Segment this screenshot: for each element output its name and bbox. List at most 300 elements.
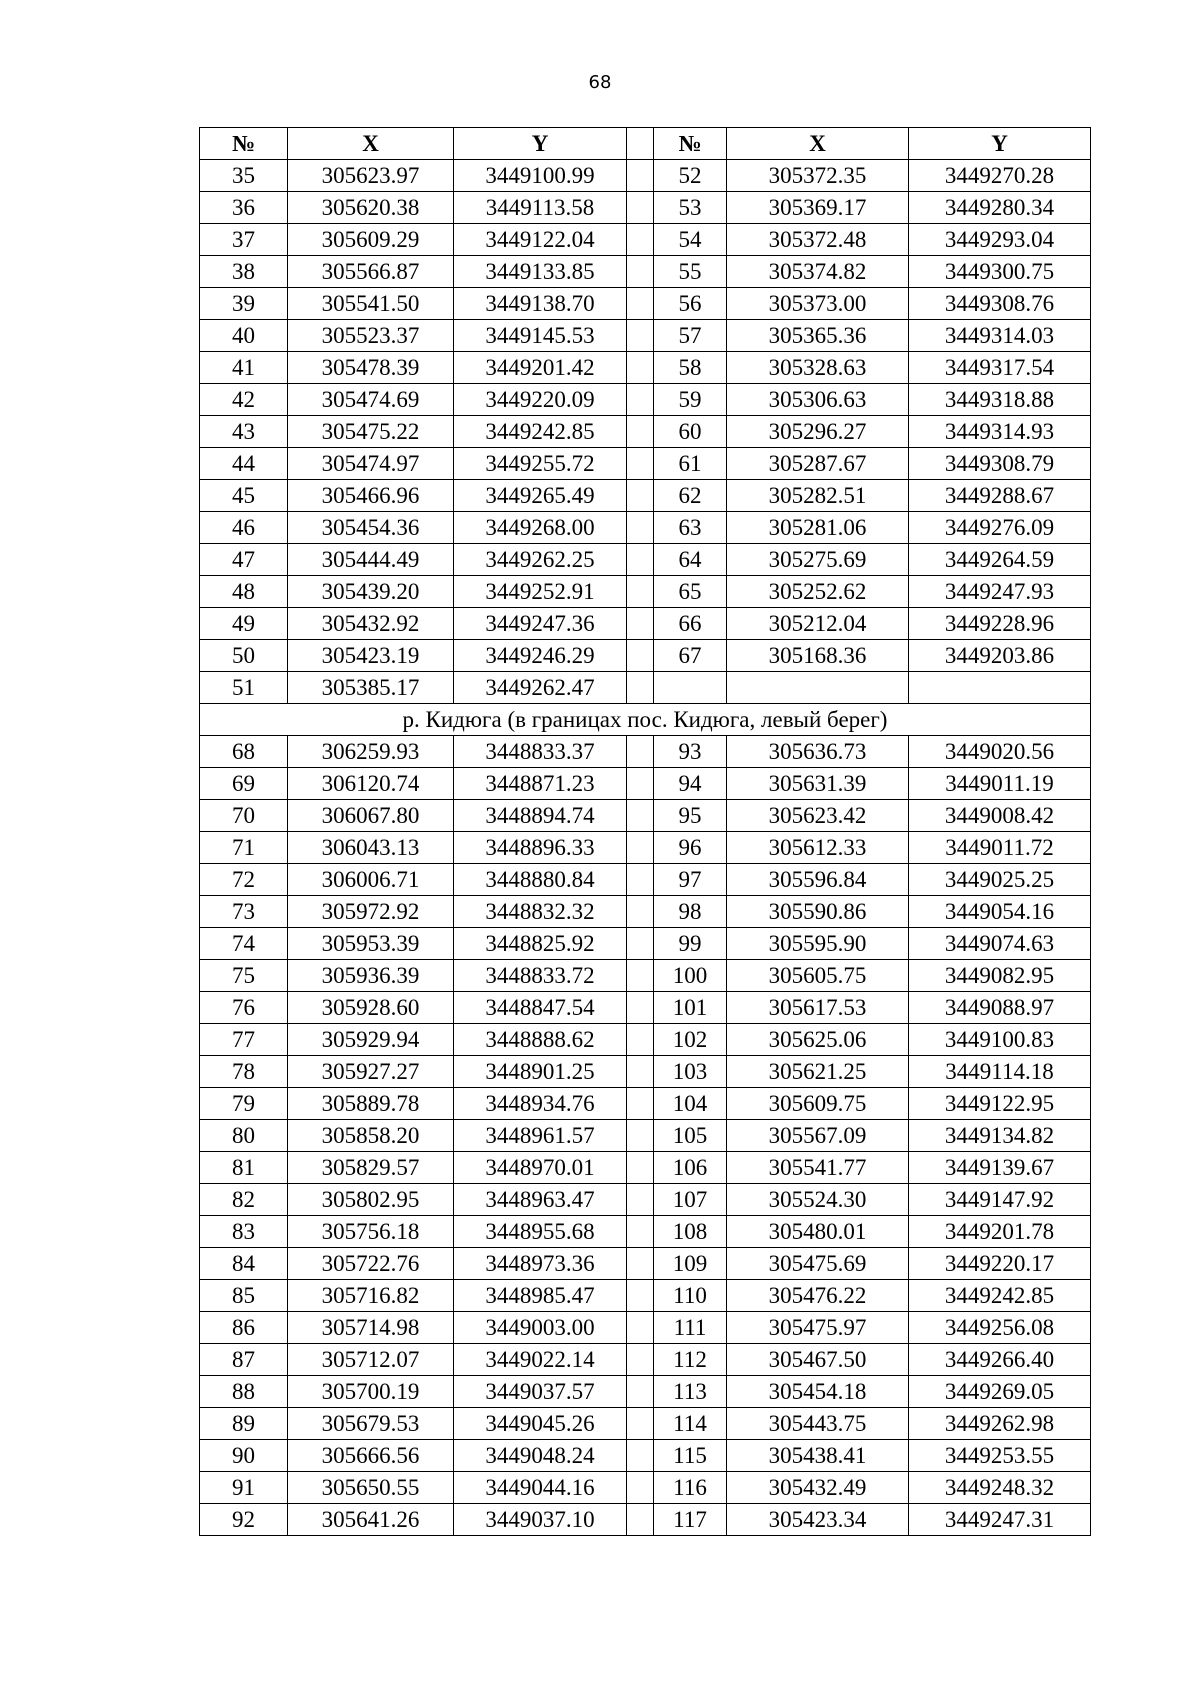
table-cell: [627, 1344, 654, 1376]
header-number-right: №: [654, 128, 727, 160]
table-cell: 63: [654, 512, 727, 544]
table-cell: 35: [200, 160, 288, 192]
table-cell: [627, 1504, 654, 1536]
table-cell: 102: [654, 1024, 727, 1056]
table-cell: 117: [654, 1504, 727, 1536]
table-row: [200, 928, 1091, 960]
table-cell: 3449203.86: [909, 640, 1091, 672]
table-cell: 107: [654, 1184, 727, 1216]
table-cell: 3448833.72: [454, 960, 627, 992]
table-cell: 68: [200, 736, 288, 768]
table-cell: 3449220.17: [909, 1248, 1091, 1280]
table-cell: 37: [200, 224, 288, 256]
table-cell: 3449025.25: [909, 864, 1091, 896]
table-row: [200, 1504, 1091, 1536]
table-cell: [627, 160, 654, 192]
table-cell: 3449269.05: [909, 1376, 1091, 1408]
table-cell: 42: [200, 384, 288, 416]
table-cell: 61: [654, 448, 727, 480]
table-cell: 305476.22: [727, 1280, 909, 1312]
table-cell: 305466.96: [288, 480, 454, 512]
table-row: [200, 320, 1091, 352]
table-cell: 3449122.95: [909, 1088, 1091, 1120]
header-x-left: X: [288, 128, 454, 160]
table-cell: 3449122.04: [454, 224, 627, 256]
table-cell: 305454.18: [727, 1376, 909, 1408]
table-cell: 95: [654, 800, 727, 832]
table-cell: 3449265.49: [454, 480, 627, 512]
table-cell: 36: [200, 192, 288, 224]
table-cell: 305444.49: [288, 544, 454, 576]
table-cell: 97: [654, 864, 727, 896]
table-cell: 69: [200, 768, 288, 800]
table-row: [200, 1088, 1091, 1120]
table-row: [200, 832, 1091, 864]
table-cell: 103: [654, 1056, 727, 1088]
table-cell: 114: [654, 1408, 727, 1440]
table-cell: 43: [200, 416, 288, 448]
table-cell: 3449037.10: [454, 1504, 627, 1536]
table-cell: 72: [200, 864, 288, 896]
table-cell: 3449318.88: [909, 384, 1091, 416]
table-cell: 3449268.00: [454, 512, 627, 544]
table-cell: 305365.36: [727, 320, 909, 352]
table-cell: [627, 1024, 654, 1056]
table-row: [200, 576, 1091, 608]
table-cell: 305609.29: [288, 224, 454, 256]
table-cell: 305454.36: [288, 512, 454, 544]
table-cell: 105: [654, 1120, 727, 1152]
table-cell: 3449242.85: [454, 416, 627, 448]
table-cell: 89: [200, 1408, 288, 1440]
table-cell: 87: [200, 1344, 288, 1376]
table-cell: 3449270.28: [909, 160, 1091, 192]
table-cell: [727, 672, 909, 704]
table-cell: 305281.06: [727, 512, 909, 544]
table-cell: 106: [654, 1152, 727, 1184]
table-cell: 305953.39: [288, 928, 454, 960]
table-cell: 3449100.99: [454, 160, 627, 192]
table-cell: 3449266.40: [909, 1344, 1091, 1376]
table-cell: 111: [654, 1312, 727, 1344]
table-cell: [627, 256, 654, 288]
table-cell: 3448871.23: [454, 768, 627, 800]
table-cell: 101: [654, 992, 727, 1024]
table-cell: 3449022.14: [454, 1344, 627, 1376]
table-cell: 305605.75: [727, 960, 909, 992]
table-cell: 46: [200, 512, 288, 544]
table-cell: 305443.75: [727, 1408, 909, 1440]
table-cell: 305714.98: [288, 1312, 454, 1344]
table-cell: 85: [200, 1280, 288, 1312]
table-cell: 3449262.47: [454, 672, 627, 704]
table-cell: 305641.26: [288, 1504, 454, 1536]
table-cell: 3449220.09: [454, 384, 627, 416]
table-row: [200, 1120, 1091, 1152]
table-row: [200, 384, 1091, 416]
table-cell: [627, 1248, 654, 1280]
table-cell: 77: [200, 1024, 288, 1056]
table-cell: 3448888.62: [454, 1024, 627, 1056]
table-cell: [627, 672, 654, 704]
table-cell: 38: [200, 256, 288, 288]
table-cell: 3449133.85: [454, 256, 627, 288]
table-cell: [627, 352, 654, 384]
table-cell: 305212.04: [727, 608, 909, 640]
table-cell: 305275.69: [727, 544, 909, 576]
table-cell: [627, 736, 654, 768]
table-cell: 113: [654, 1376, 727, 1408]
table-cell: 3448847.54: [454, 992, 627, 1024]
table-cell: [627, 416, 654, 448]
table-cell: 305474.69: [288, 384, 454, 416]
table-cell: 3449252.91: [454, 576, 627, 608]
table-cell: [627, 608, 654, 640]
table-cell: 3449088.97: [909, 992, 1091, 1024]
table-cell: [627, 1280, 654, 1312]
table-cell: 3449134.82: [909, 1120, 1091, 1152]
table-cell: 100: [654, 960, 727, 992]
table-cell: 41: [200, 352, 288, 384]
table-row: [200, 160, 1091, 192]
table-cell: 3449138.70: [454, 288, 627, 320]
table-cell: 305287.67: [727, 448, 909, 480]
table-cell: 3449276.09: [909, 512, 1091, 544]
table-cell: 3449044.16: [454, 1472, 627, 1504]
table-cell: 305480.01: [727, 1216, 909, 1248]
table-cell: 3448825.92: [454, 928, 627, 960]
table-cell: 3449114.18: [909, 1056, 1091, 1088]
table-cell: 56: [654, 288, 727, 320]
table-cell: 305595.90: [727, 928, 909, 960]
table-cell: 3449201.42: [454, 352, 627, 384]
table-cell: [654, 672, 727, 704]
table-row: [200, 192, 1091, 224]
table-cell: 3449139.67: [909, 1152, 1091, 1184]
table-cell: 3449113.58: [454, 192, 627, 224]
table-cell: 305802.95: [288, 1184, 454, 1216]
table-cell: [627, 1472, 654, 1504]
table-cell: 305567.09: [727, 1120, 909, 1152]
table-row: [200, 1376, 1091, 1408]
header-number-left: №: [200, 128, 288, 160]
table-cell: 305636.73: [727, 736, 909, 768]
table-cell: 108: [654, 1216, 727, 1248]
table-cell: 3449247.93: [909, 576, 1091, 608]
table-row: [200, 1408, 1091, 1440]
table-row: [200, 1280, 1091, 1312]
table-row: [200, 1216, 1091, 1248]
table-cell: 112: [654, 1344, 727, 1376]
table-cell: 109: [654, 1248, 727, 1280]
table-cell: 305972.92: [288, 896, 454, 928]
table-row: [200, 1312, 1091, 1344]
table-cell: 3448833.37: [454, 736, 627, 768]
table-cell: 306120.74: [288, 768, 454, 800]
table-cell: [627, 288, 654, 320]
table-cell: 306067.80: [288, 800, 454, 832]
table-cell: 3449314.03: [909, 320, 1091, 352]
table-cell: [627, 768, 654, 800]
header-y-right: Y: [909, 128, 1091, 160]
table-cell: 83: [200, 1216, 288, 1248]
table-cell: 305612.33: [727, 832, 909, 864]
table-row: [200, 288, 1091, 320]
table-row: [200, 800, 1091, 832]
table-row: [200, 1184, 1091, 1216]
table-cell: 305756.18: [288, 1216, 454, 1248]
table-cell: 3449256.08: [909, 1312, 1091, 1344]
table-cell: 93: [654, 736, 727, 768]
table-row: [200, 1248, 1091, 1280]
table-cell: 305541.50: [288, 288, 454, 320]
table-cell: 3449242.85: [909, 1280, 1091, 1312]
table-cell: 305478.39: [288, 352, 454, 384]
table-cell: 3449100.83: [909, 1024, 1091, 1056]
table-cell: 110: [654, 1280, 727, 1312]
table-row: [200, 864, 1091, 896]
table-cell: 305621.25: [727, 1056, 909, 1088]
table-cell: 3449054.16: [909, 896, 1091, 928]
table-row: [200, 672, 1091, 704]
table-cell: 70: [200, 800, 288, 832]
section-title: р. Кидюга (в границах пос. Кидюга, левый берег): [200, 704, 1091, 736]
table-cell: 99: [654, 928, 727, 960]
table-cell: 82: [200, 1184, 288, 1216]
table-cell: 3449293.04: [909, 224, 1091, 256]
table-cell: [627, 544, 654, 576]
table-cell: 305722.76: [288, 1248, 454, 1280]
table-cell: 306043.13: [288, 832, 454, 864]
table-cell: 3449280.34: [909, 192, 1091, 224]
table-cell: 84: [200, 1248, 288, 1280]
header-x-right: X: [727, 128, 909, 160]
table-cell: 94: [654, 768, 727, 800]
table-cell: 3448955.68: [454, 1216, 627, 1248]
table-cell: 305889.78: [288, 1088, 454, 1120]
table-row: [200, 992, 1091, 1024]
table-row: [200, 608, 1091, 640]
table-cell: 3448963.47: [454, 1184, 627, 1216]
section2-body: [200, 736, 1091, 1536]
table-row: [200, 416, 1091, 448]
table-cell: [627, 1120, 654, 1152]
table-cell: [627, 192, 654, 224]
table-cell: 3449300.75: [909, 256, 1091, 288]
table-cell: [627, 1312, 654, 1344]
table-cell: 305524.30: [727, 1184, 909, 1216]
table-cell: 3449147.92: [909, 1184, 1091, 1216]
table-cell: 3449011.19: [909, 768, 1091, 800]
table-cell: 115: [654, 1440, 727, 1472]
table-cell: 3448832.32: [454, 896, 627, 928]
table-cell: 81: [200, 1152, 288, 1184]
table-cell: 305467.50: [727, 1344, 909, 1376]
table-cell: 40: [200, 320, 288, 352]
table-cell: 65: [654, 576, 727, 608]
table-cell: 3449082.95: [909, 960, 1091, 992]
table-cell: 305623.42: [727, 800, 909, 832]
table-cell: 51: [200, 672, 288, 704]
table-row: [200, 896, 1091, 928]
table-cell: 3448961.57: [454, 1120, 627, 1152]
table-cell: 53: [654, 192, 727, 224]
table-row: [200, 224, 1091, 256]
table-cell: 305306.63: [727, 384, 909, 416]
table-row: [200, 1152, 1091, 1184]
table-row: [200, 256, 1091, 288]
table-cell: 305385.17: [288, 672, 454, 704]
table-cell: 305617.53: [727, 992, 909, 1024]
table-cell: 305432.92: [288, 608, 454, 640]
table-cell: 54: [654, 224, 727, 256]
table-cell: 305609.75: [727, 1088, 909, 1120]
table-cell: 305620.38: [288, 192, 454, 224]
table-cell: 49: [200, 608, 288, 640]
table-cell: 305936.39: [288, 960, 454, 992]
table-cell: 305475.69: [727, 1248, 909, 1280]
table-cell: [627, 1376, 654, 1408]
table-cell: 60: [654, 416, 727, 448]
table-row: [200, 1056, 1091, 1088]
table-cell: 3449288.67: [909, 480, 1091, 512]
table-cell: 3448880.84: [454, 864, 627, 896]
table-cell: 305590.86: [727, 896, 909, 928]
table-cell: 305372.35: [727, 160, 909, 192]
table-cell: 305328.63: [727, 352, 909, 384]
table-cell: 3449201.78: [909, 1216, 1091, 1248]
table-cell: [627, 1056, 654, 1088]
table-cell: 305296.27: [727, 416, 909, 448]
table-cell: 66: [654, 608, 727, 640]
section-title-row: [200, 704, 1091, 736]
table-cell: 305423.19: [288, 640, 454, 672]
table-cell: [909, 672, 1091, 704]
table-cell: 3449248.32: [909, 1472, 1091, 1504]
table-cell: 3448985.47: [454, 1280, 627, 1312]
table-cell: 305373.00: [727, 288, 909, 320]
table-cell: 3448970.01: [454, 1152, 627, 1184]
table-cell: 305625.06: [727, 1024, 909, 1056]
table-cell: 88: [200, 1376, 288, 1408]
table-cell: 3449308.76: [909, 288, 1091, 320]
table-cell: [627, 1088, 654, 1120]
table-cell: 305679.53: [288, 1408, 454, 1440]
table-row: [200, 448, 1091, 480]
table-cell: 306259.93: [288, 736, 454, 768]
table-cell: [627, 224, 654, 256]
table-cell: 44: [200, 448, 288, 480]
table-row: [200, 544, 1091, 576]
table-header-row: [200, 128, 1091, 160]
table-cell: 3449037.57: [454, 1376, 627, 1408]
table-cell: [627, 928, 654, 960]
table-cell: 75: [200, 960, 288, 992]
table-cell: 39: [200, 288, 288, 320]
table-cell: 3449247.36: [454, 608, 627, 640]
table-cell: 305716.82: [288, 1280, 454, 1312]
table-cell: 3449048.24: [454, 1440, 627, 1472]
table-cell: 305369.17: [727, 192, 909, 224]
table-cell: [627, 1152, 654, 1184]
table-cell: 3449262.98: [909, 1408, 1091, 1440]
table-cell: 71: [200, 832, 288, 864]
table-cell: [627, 576, 654, 608]
table-cell: 59: [654, 384, 727, 416]
table-cell: 50: [200, 640, 288, 672]
table-cell: 45: [200, 480, 288, 512]
table-cell: 78: [200, 1056, 288, 1088]
table-cell: [627, 832, 654, 864]
table-cell: 79: [200, 1088, 288, 1120]
table-cell: 92: [200, 1504, 288, 1536]
table-cell: [627, 384, 654, 416]
table-cell: 80: [200, 1120, 288, 1152]
coordinates-table: [199, 127, 1091, 1536]
table-cell: [627, 448, 654, 480]
table-cell: 3449262.25: [454, 544, 627, 576]
section1-body: [200, 160, 1091, 704]
table-row: [200, 1344, 1091, 1376]
table-cell: [627, 960, 654, 992]
table-cell: 3449247.31: [909, 1504, 1091, 1536]
table-cell: 305475.97: [727, 1312, 909, 1344]
table-cell: 305168.36: [727, 640, 909, 672]
table-cell: 3449011.72: [909, 832, 1091, 864]
table-row: [200, 640, 1091, 672]
table-cell: 3449308.79: [909, 448, 1091, 480]
table-cell: [627, 1184, 654, 1216]
table-cell: [627, 480, 654, 512]
table-cell: 3449317.54: [909, 352, 1091, 384]
table-cell: 305929.94: [288, 1024, 454, 1056]
table-cell: [627, 992, 654, 1024]
table-cell: [627, 1440, 654, 1472]
table-cell: 3448894.74: [454, 800, 627, 832]
table-cell: 305650.55: [288, 1472, 454, 1504]
table-cell: [627, 896, 654, 928]
table-cell: 116: [654, 1472, 727, 1504]
table-cell: 305432.49: [727, 1472, 909, 1504]
table-cell: [627, 1408, 654, 1440]
table-cell: 74: [200, 928, 288, 960]
table-cell: 305928.60: [288, 992, 454, 1024]
table-cell: 305700.19: [288, 1376, 454, 1408]
table-cell: 305541.77: [727, 1152, 909, 1184]
header-y-left: Y: [454, 128, 627, 160]
table-cell: 305566.87: [288, 256, 454, 288]
table-cell: 67: [654, 640, 727, 672]
table-cell: 48: [200, 576, 288, 608]
table-cell: 3448934.76: [454, 1088, 627, 1120]
table-cell: 305523.37: [288, 320, 454, 352]
table-row: [200, 480, 1091, 512]
table-cell: 76: [200, 992, 288, 1024]
table-cell: 58: [654, 352, 727, 384]
table-cell: 3449074.63: [909, 928, 1091, 960]
table-cell: 305927.27: [288, 1056, 454, 1088]
table-cell: 305252.62: [727, 576, 909, 608]
table-cell: 3448901.25: [454, 1056, 627, 1088]
table-cell: 305474.97: [288, 448, 454, 480]
table-cell: 90: [200, 1440, 288, 1472]
table-cell: [627, 800, 654, 832]
table-row: [200, 736, 1091, 768]
table-cell: [627, 512, 654, 544]
table-cell: [627, 640, 654, 672]
table-cell: 3449314.93: [909, 416, 1091, 448]
table-cell: 305439.20: [288, 576, 454, 608]
